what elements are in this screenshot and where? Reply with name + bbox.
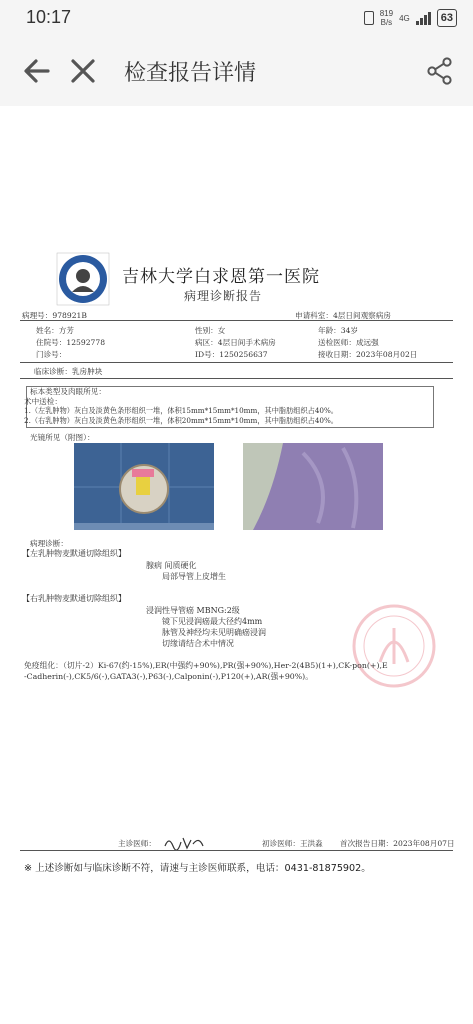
hospital-name: 吉林大学白求恩第一医院 <box>122 267 320 287</box>
status-icons <box>364 7 457 29</box>
specimen-photo-graphic <box>74 443 214 530</box>
gross-subheading: 术中送检： <box>24 397 62 406</box>
patient-age: 年龄：34岁 <box>318 326 359 335</box>
ihc-line: 免疫组化：（切片-2）Ki-67(约-15%),ER(中强约+90%),PR(强+90%),Her-2(4B5)(1+),CK-pon(+),E <box>24 661 388 670</box>
vibrate-icon <box>364 11 374 25</box>
microscope-image <box>243 443 383 530</box>
left-specimen-title: 【左乳肿物麦默通切除组织】 <box>22 549 126 558</box>
divider <box>20 320 453 321</box>
specimen-photo <box>74 443 214 530</box>
diagnosis-line: 镜下见浸润癌最大径约4mm <box>162 617 263 626</box>
outpatient-number: 门诊号： <box>36 350 67 359</box>
gross-heading: 标本类型及肉眼所见： <box>30 387 106 396</box>
contact-note: ※ 上述诊断如与临床诊断不符，请速与主诊医师联系，电话：0431-81875902。 <box>24 863 371 874</box>
close-button[interactable] <box>68 56 98 86</box>
patient-name: 姓名：方芳 <box>36 326 74 335</box>
close-icon <box>68 56 98 86</box>
diagnosis-line: 局部导管上皮增生 <box>162 572 226 581</box>
clinical-diagnosis: 临床诊断：乳房肿块 <box>34 367 103 376</box>
diagnosis-line: 脉管及神经均未见明确癌浸润 <box>162 628 266 637</box>
battery-icon: 63 <box>437 9 457 27</box>
arrow-left-icon <box>22 56 52 86</box>
diagnosis-line: 浸润性导管癌 MBNG:2级 <box>146 606 240 615</box>
report-title: 病理诊断报告 <box>184 289 263 303</box>
hospital-logo <box>56 252 110 306</box>
pathology-number: 病理号：978921B <box>22 311 87 320</box>
diagnosis-line: 切缘请结合术中情况 <box>162 639 234 648</box>
ward: 病区：4层日间手术病房 <box>195 338 276 347</box>
sending-doctor: 送检医师：成远强 <box>318 338 379 347</box>
divider <box>20 362 453 363</box>
ihc-line: -Cadherin(-),CK5/6(-),GATA3(-),P63(-),Calponin(-),P120(+),AR(强+90%)。 <box>24 672 313 681</box>
microscope-image-graphic <box>243 443 383 530</box>
network-speed: 819 B/s <box>379 9 394 27</box>
status-bar <box>0 0 473 36</box>
initial-doctor: 初诊医师：王洪淼 <box>262 839 323 848</box>
network-type: 4G <box>399 13 410 23</box>
share-button[interactable] <box>425 56 455 86</box>
back-button[interactable] <box>22 56 52 86</box>
right-specimen-title: 【右乳肿物麦默通切除组织】 <box>22 594 126 603</box>
requesting-department: 申请科室：4层日间观察病房 <box>295 311 391 320</box>
report-date: 首次报告日期：2023年08月07日 <box>340 839 455 848</box>
report-document[interactable] <box>0 240 473 880</box>
received-date: 接收日期：2023年08月02日 <box>318 350 418 359</box>
diagnosis-heading: 病理诊断： <box>30 539 68 548</box>
divider <box>20 378 453 379</box>
signal-icon <box>416 11 431 25</box>
divider <box>20 850 453 851</box>
patient-gender: 性别：女 <box>195 326 226 335</box>
page-title: 检查报告详情 <box>124 61 257 86</box>
microscopy-heading: 光镜所见（附图）： <box>30 433 95 442</box>
diagnosis-line: 腺病 间质硬化 <box>146 561 197 570</box>
share-icon <box>425 56 455 86</box>
gross-item: 2.（右乳肿物）灰白及淡黄色条形组织一堆，体积20mm*15mm*10mm，其中脂肪组织占40%。 <box>24 416 338 425</box>
gross-item: 1.（左乳肿物）灰白及淡黄色条形组织一堆，体积15mm*15mm*10mm，其中脂肪组织占40%。 <box>24 406 338 415</box>
primary-doctor-label: 主诊医师： <box>118 839 156 848</box>
hospital-stamp <box>350 602 438 690</box>
admission-number: 住院号：12592778 <box>36 338 106 347</box>
id-number: ID号：1250256637 <box>195 350 268 359</box>
status-time: 10:17 <box>26 7 72 27</box>
app-bar <box>0 36 473 106</box>
